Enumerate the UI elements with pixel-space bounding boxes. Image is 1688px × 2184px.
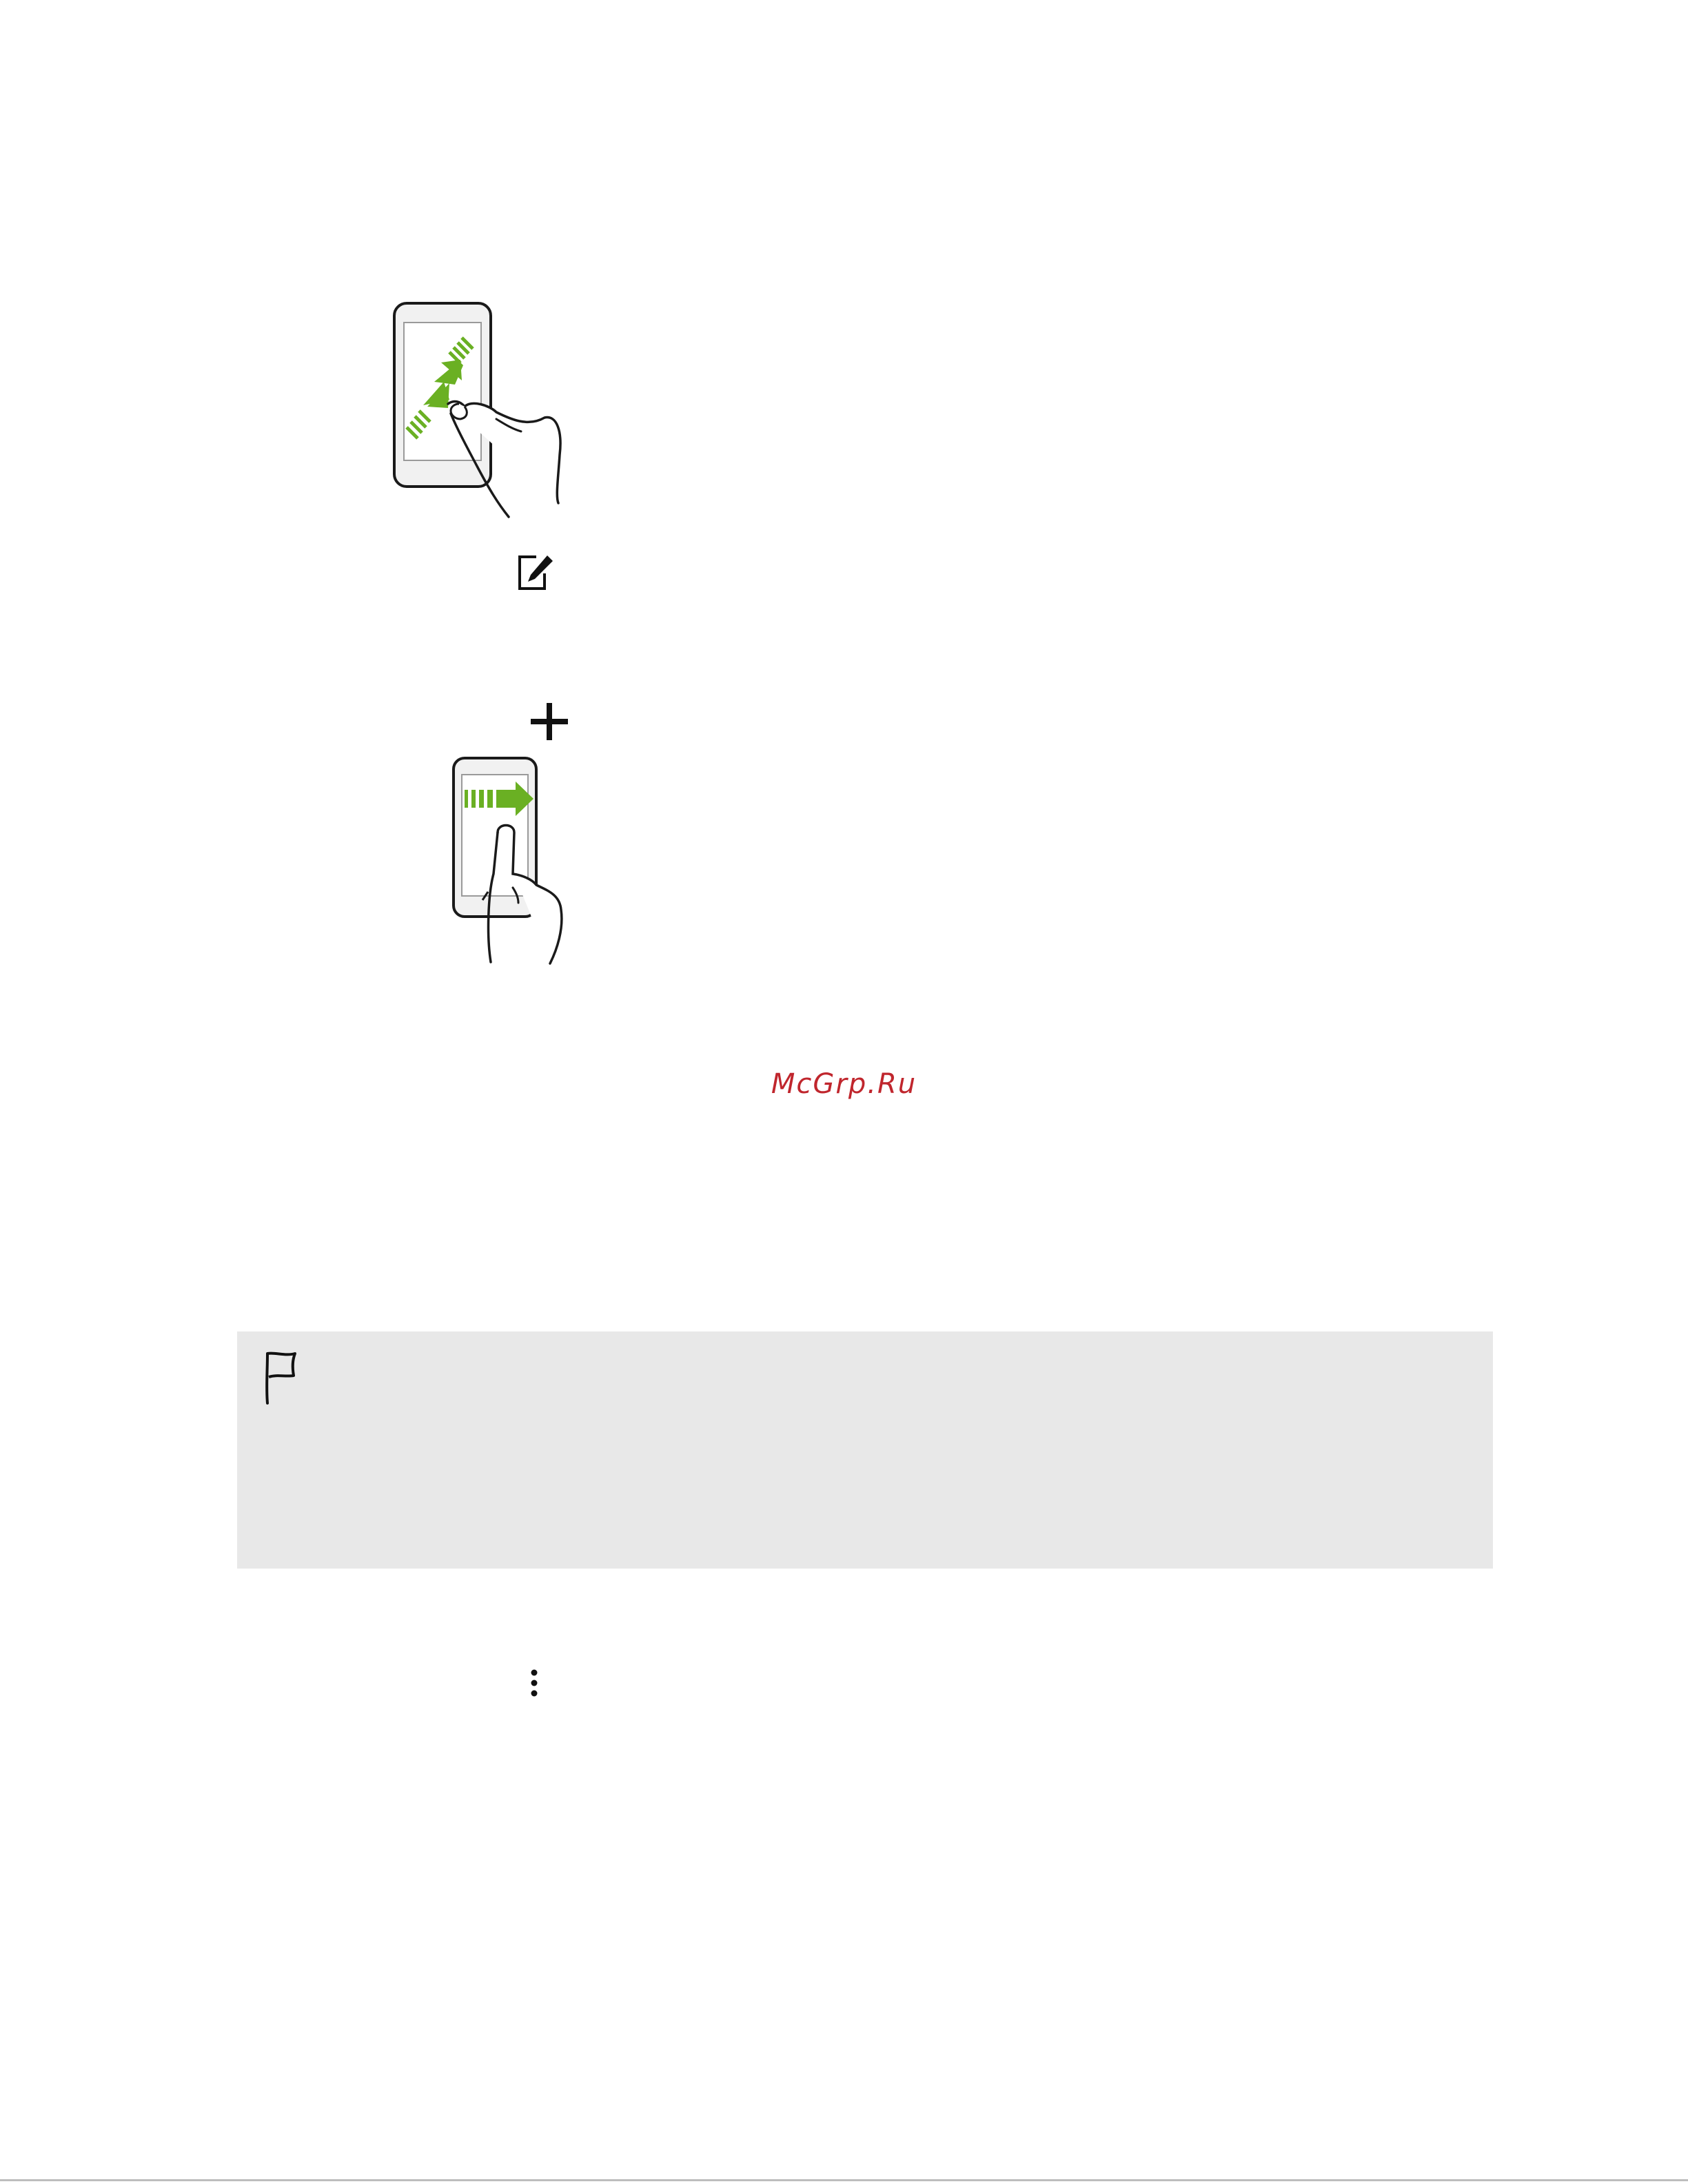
plus-icon xyxy=(529,702,569,742)
footer-divider xyxy=(0,2179,1688,2181)
edit-icon xyxy=(517,551,557,591)
note-box xyxy=(237,1331,1493,1569)
watermark-text: McGrp.Ru xyxy=(771,1068,917,1100)
flag-icon xyxy=(262,1349,301,1406)
pinch-gesture-icon xyxy=(386,296,572,531)
more-vert-icon xyxy=(524,1668,545,1698)
swipe-right-gesture-icon xyxy=(447,757,578,977)
